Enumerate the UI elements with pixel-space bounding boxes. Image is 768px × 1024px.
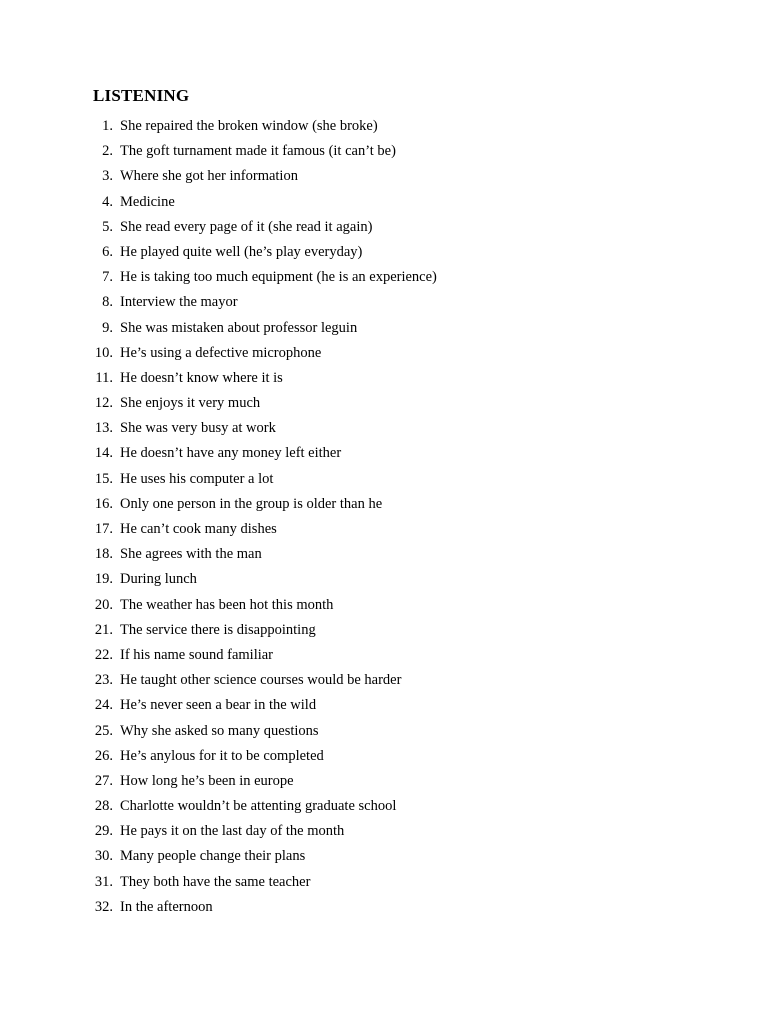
item-text: She read every page of it (she read it again) <box>120 218 373 235</box>
list-item <box>0 819 768 844</box>
item-text: He taught other science courses would be harder <box>120 672 402 689</box>
list-item <box>0 215 768 240</box>
item-number: 16. <box>94 495 113 512</box>
item-text: Charlotte wouldn’t be attenting graduate school <box>120 798 397 815</box>
item-number: 18. <box>94 546 113 563</box>
item-number: 20. <box>94 596 113 613</box>
item-text: He uses his computer a lot <box>120 470 274 487</box>
list-item <box>0 744 768 769</box>
item-number: 6. <box>102 243 113 260</box>
item-number: 2. <box>102 143 113 160</box>
item-number: 22. <box>94 646 113 663</box>
answer-list <box>0 114 768 920</box>
list-item <box>0 870 768 895</box>
item-number: 30. <box>94 848 113 865</box>
item-text: Medicine <box>120 193 175 210</box>
item-text: Many people change their plans <box>120 848 306 865</box>
item-number: 17. <box>94 521 113 537</box>
item-text: Where she got her information <box>120 168 298 185</box>
list-item <box>0 391 768 416</box>
list-item <box>0 719 768 744</box>
item-text: The service there is disappointing <box>120 621 316 638</box>
item-number: 29. <box>94 823 113 840</box>
list-item <box>0 139 768 164</box>
item-text: He played quite well (he’s play everyday) <box>120 243 363 260</box>
item-number: 14. <box>94 445 113 462</box>
item-number: 1. <box>102 118 113 134</box>
list-item <box>0 467 768 492</box>
item-text: He pays it on the last day of the month <box>120 823 345 840</box>
item-text: She was mistaken about professor leguin <box>120 319 358 336</box>
item-number: 13. <box>94 420 113 437</box>
item-number: 26. <box>94 747 113 764</box>
list-item <box>0 668 768 693</box>
item-number: 25. <box>94 722 113 739</box>
item-text: He can’t cook many dishes <box>120 521 277 537</box>
item-number: 21. <box>94 621 113 638</box>
item-text: He’s using a defective microphone <box>120 344 322 361</box>
item-text: How long he’s been in europe <box>120 772 294 789</box>
list-item <box>0 164 768 189</box>
item-number: 8. <box>102 294 113 311</box>
list-item <box>0 517 768 542</box>
item-text: He’s anylous for it to be completed <box>120 747 324 764</box>
list-item <box>0 593 768 618</box>
item-number: 24. <box>94 697 113 714</box>
list-item <box>0 844 768 869</box>
item-number: 19. <box>94 571 113 588</box>
list-item <box>0 643 768 668</box>
item-number: 10. <box>94 344 113 361</box>
item-text: In the afternoon <box>120 898 213 915</box>
item-number: 12. <box>94 395 113 412</box>
item-text: Why she asked so many questions <box>120 722 319 739</box>
list-item <box>0 341 768 366</box>
item-number: 27. <box>94 772 113 789</box>
item-number: 4. <box>102 193 113 210</box>
item-number: 3. <box>102 168 113 185</box>
list-item <box>0 366 768 391</box>
page-title: LISTENING <box>93 86 190 105</box>
list-item <box>0 618 768 643</box>
list-item <box>0 190 768 215</box>
list-item <box>0 693 768 718</box>
item-number: 23. <box>94 672 113 689</box>
list-item <box>0 316 768 341</box>
item-number: 7. <box>102 269 113 286</box>
list-item <box>0 567 768 592</box>
list-item <box>0 895 768 920</box>
item-number: 5. <box>102 218 113 235</box>
item-text: The weather has been hot this month <box>120 596 334 613</box>
item-text: He is taking too much equipment (he is an experience) <box>120 269 437 286</box>
item-number: 9. <box>102 319 113 336</box>
item-text: During lunch <box>120 571 197 588</box>
item-text: She enjoys it very much <box>120 395 261 412</box>
item-text: Only one person in the group is older than he <box>120 495 383 512</box>
item-text: He doesn’t have any money left either <box>120 445 342 462</box>
item-text: The goft turnament made it famous (it can’t be) <box>120 143 396 160</box>
item-number: 11. <box>95 369 113 386</box>
list-item <box>0 769 768 794</box>
item-number: 15. <box>94 470 113 487</box>
item-number: 32. <box>94 898 113 915</box>
item-text: He doesn’t know where it is <box>120 369 283 386</box>
item-number: 28. <box>94 798 113 815</box>
item-number: 31. <box>94 873 113 890</box>
list-item <box>0 794 768 819</box>
item-text: They both have the same teacher <box>120 873 311 890</box>
item-text: He’s never seen a bear in the wild <box>120 697 317 714</box>
list-item <box>0 265 768 290</box>
list-item <box>0 441 768 466</box>
item-text: She repaired the broken window (she broke) <box>120 118 378 134</box>
list-item <box>0 114 768 139</box>
list-item <box>0 542 768 567</box>
item-text: Interview the mayor <box>120 294 238 311</box>
item-text: She agrees with the man <box>120 546 262 563</box>
item-text: If his name sound familiar <box>120 646 274 663</box>
list-item <box>0 290 768 315</box>
list-item <box>0 492 768 517</box>
list-item <box>0 416 768 441</box>
item-text: She was very busy at work <box>120 420 276 437</box>
list-item <box>0 240 768 265</box>
